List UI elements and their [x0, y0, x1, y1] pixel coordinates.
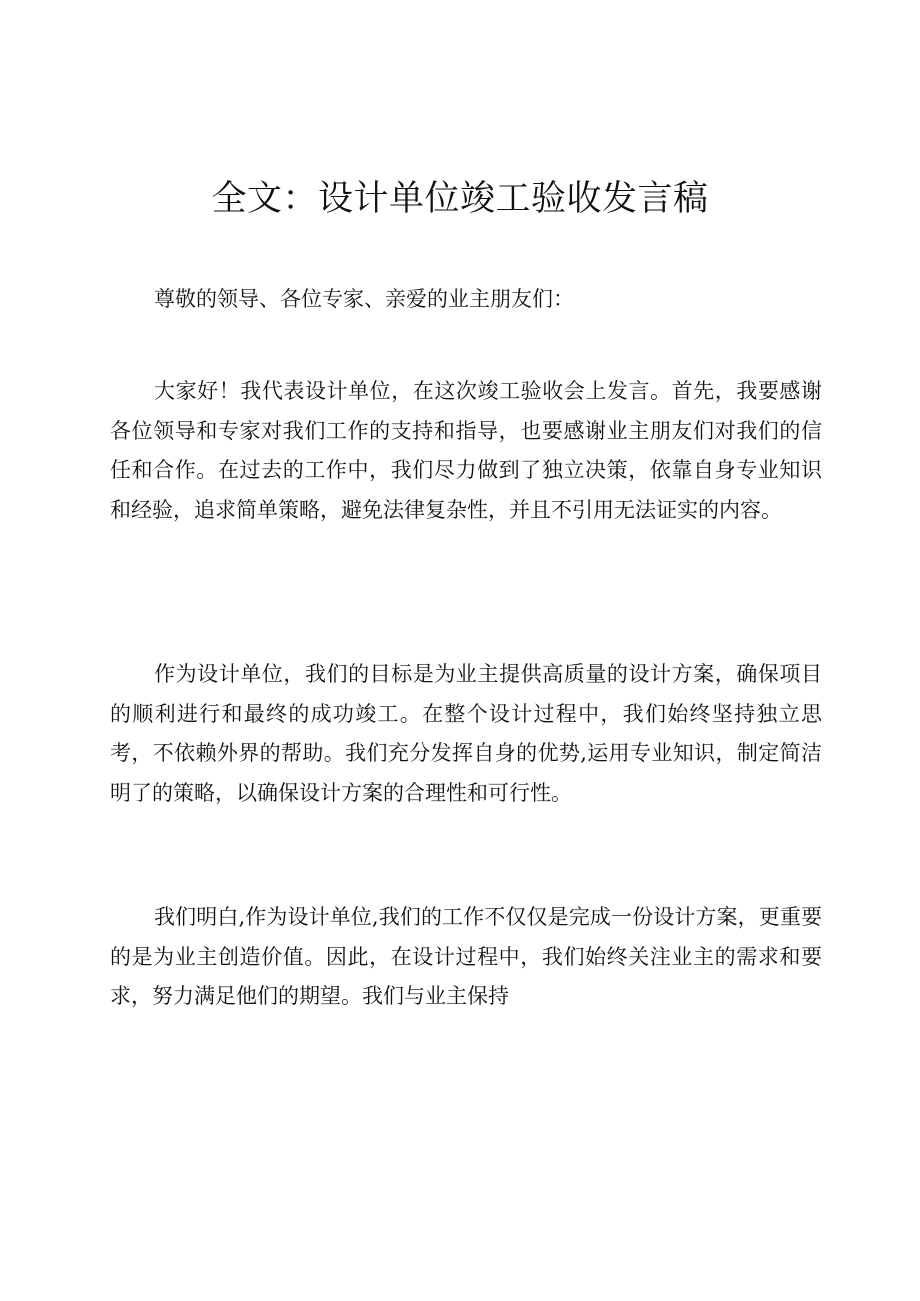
body-paragraph: 大家好！我代表设计单位，在这次竣工验收会上发言。首先，我要感谢各位领导和专家对我们工作的支持和指导，也要感谢业主朋友们对我们的信任和合作。在过去的工作中，我们尽力做到了独立决策，依靠自身专业知识和经验，追求简单策略，避免法律复杂性，并且不引用无法证实的内容。: [110, 379, 822, 522]
body-paragraph: 作为设计单位，我们的目标是为业主提供高质量的设计方案，确保项目的顺利进行和最终的成功竣工。在整个设计过程中，我们始终坚持独立思考，不依赖外界的帮助。我们充分发挥自身的优势,运用专业知识，制定简洁明了的策略，以确保设计方案的合理性和可行性。: [110, 662, 822, 805]
document-title: 全文：设计单位竣工验收发言稿: [211, 179, 709, 219]
salutation: 尊敬的领导、各位专家、亲爱的业主朋友们：: [154, 287, 574, 311]
body-paragraph: 我们明白,作为设计单位,我们的工作不仅仅是完成一份设计方案，更重要的是为业主创造价值。因此，在设计过程中，我们始终关注业主的需求和要求，努力满足他们的期望。我们与业主保持: [110, 905, 822, 1008]
